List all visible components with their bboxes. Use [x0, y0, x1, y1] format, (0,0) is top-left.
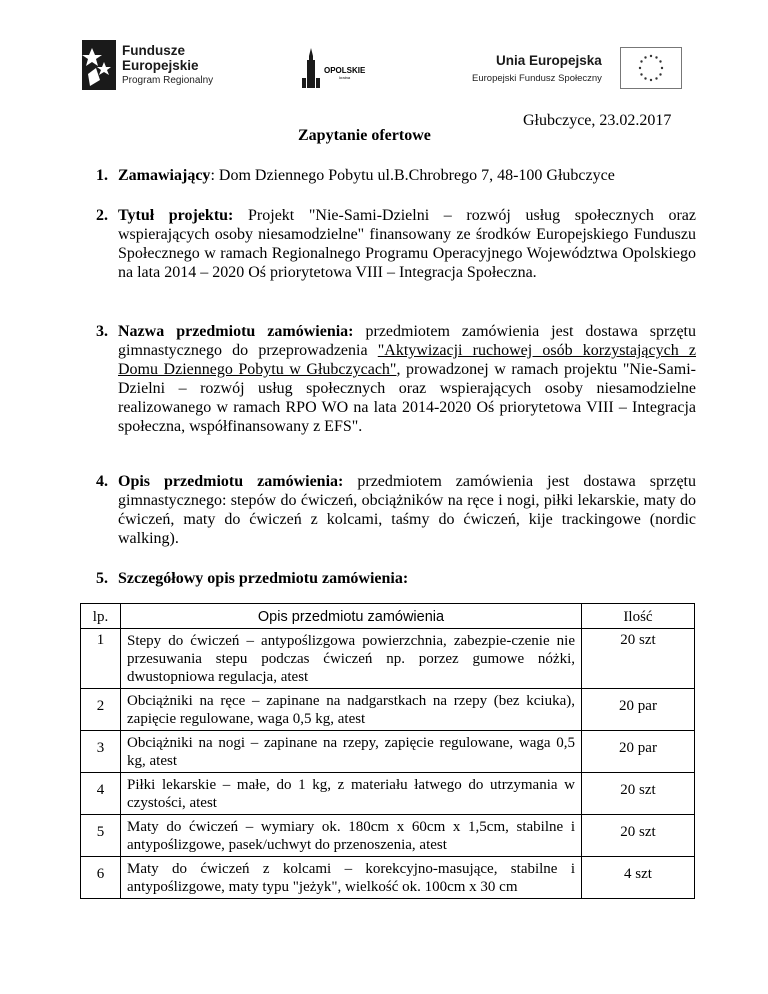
- section-order-name: [96, 322, 697, 436]
- table-row: [81, 773, 695, 815]
- ue-logo-subtitle: Europejski Fundusz Społeczny: [472, 72, 602, 84]
- section-label: Zamawiający: [118, 167, 211, 184]
- table-header-row: [81, 604, 695, 629]
- section-text: przedmiotem zamówienia jest dostawa sprzętu gimnastycznego do przeprowadzenia: [118, 323, 697, 359]
- row-quantity: 20 szt: [582, 773, 695, 815]
- section-number: 3.: [96, 323, 108, 340]
- table-row: [81, 689, 695, 731]
- opolskie-logo-name: OPOLSKIE: [324, 66, 366, 75]
- row-description: Maty do ćwiczeń – wymiary ok. 180cm x 60cm x 1,5cm, stabilne i antypoślizgowe, pasek/uchwyt do przenoszenia, atest: [121, 815, 582, 857]
- section-text: Projekt "Nie-Sami-Dzielni – rozwój usług społecznych oraz wspierających osoby niesamodzielne" finansowany ze środków Europejskiego Funduszu Społecznego w ramach Regionalnego Programu Operacyjnego Województwa Opolskiego na lata 2014 – 2020 Oś priorytetowa VIII – Integracja Społeczna.: [118, 207, 697, 281]
- section-label: Szczegółowy opis przedmiotu zamówienia:: [118, 570, 409, 587]
- row-number: 4: [81, 773, 121, 815]
- opolskie-logo: [300, 48, 365, 88]
- row-number: 5: [81, 815, 121, 857]
- row-number: 6: [81, 857, 121, 899]
- document-date: Głubczyce, 23.02.2017: [523, 112, 672, 129]
- section-detailed-description: [96, 569, 696, 588]
- table-row: [81, 815, 695, 857]
- fe-star-icon: [82, 40, 116, 90]
- section-text: : Dom Dziennego Pobytu ul.B.Chrobrego 7, 48-100 Głubczyce: [210, 167, 615, 184]
- underlined-activity-name: "Aktywizacji ruchowej osób korzystających z Domu Dziennego Pobytu w Głubczycach": [118, 342, 697, 378]
- row-quantity: 20 szt: [582, 815, 695, 857]
- row-description: Obciążniki na nogi – zapinane na rzepy, zapięcie regulowane, waga 0,5 kg, atest: [121, 731, 582, 773]
- section-number: 4.: [96, 473, 108, 490]
- table-row: [81, 629, 695, 689]
- section-project-title: [96, 206, 697, 282]
- section-label: Nazwa przedmiotu zamówienia:: [118, 323, 354, 340]
- ue-logo-title: Unia Europejska: [496, 52, 602, 68]
- fe-logo-line1: Fundusze: [122, 42, 185, 58]
- opolskie-logo-sub: kraina: [339, 75, 351, 80]
- row-quantity: 20 szt: [582, 629, 695, 689]
- row-description: Obciążniki na ręce – zapinane na nadgarstkach na rzepy (bez kciuka), zapięcie regulowane, waga 0,5 kg, atest: [121, 689, 582, 731]
- section-order-description: [96, 472, 696, 548]
- row-number: 2: [81, 689, 121, 731]
- row-quantity: 20 par: [582, 689, 695, 731]
- unia-europejska-logo: [462, 47, 682, 89]
- section-number: 1.: [96, 167, 108, 184]
- row-description: Maty do ćwiczeń z kolcami – korekcyjno-masujące, stabilne i antypoślizgowe, maty typu "jeżyk", wielkość ok. 100cm x 30 cm: [121, 857, 582, 899]
- header-lp: lp.: [81, 604, 121, 629]
- header-description: Opis przedmiotu zamówienia: [121, 604, 582, 629]
- row-quantity: 20 par: [582, 731, 695, 773]
- section-label: Tytuł projektu:: [118, 207, 234, 224]
- table-row: [81, 731, 695, 773]
- section-number: 2.: [96, 207, 108, 224]
- fe-logo-line2: Europejskie: [122, 57, 199, 73]
- row-description: Stepy do ćwiczeń – antypoślizgowa powierzchnia, zabezpie-czenie nie przesuwania stepu podczas ćwiczeń np. porzez gumowe nóżki, dwustopniowa regulacja, atest: [121, 629, 582, 689]
- document-title: Zapytanie ofertowe: [298, 127, 431, 144]
- row-number: 1: [81, 629, 121, 689]
- eu-flag-icon: [620, 47, 682, 89]
- items-table: [80, 603, 695, 899]
- tower-icon: [300, 48, 322, 88]
- fundusze-europejskie-logo: [82, 40, 213, 90]
- section-number: 5.: [96, 570, 108, 587]
- table-row: [81, 857, 695, 899]
- section-text: przedmiotem zamówienia jest dostawa sprzętu gimnastycznego: stepów do ćwiczeń, obciążników na ręce i nogi, piłki lekarskie, maty do ćwiczeń, maty do ćwiczeń z kolcami, taśmy do ćwiczeń, kije trackingowe (nordic walking).: [118, 473, 696, 547]
- section-ordering-party: [96, 166, 696, 185]
- fe-logo-line3: Program Regionalny: [122, 74, 214, 86]
- header-quantity: Ilość: [582, 604, 695, 629]
- section-text-continued: , prowadzonej w ramach projektu "Nie-Sami-Dzielni – rozwój usług społecznych oraz wspierających osoby niesamodzielne realizowanego w ramach RPO WO na lata 2014-2020 Oś priorytetowa VIII – Integracja społeczna, współfinansowany z EFS".: [118, 361, 697, 435]
- section-label: Opis przedmiotu zamówienia:: [118, 473, 344, 490]
- row-quantity: 4 szt: [582, 857, 695, 899]
- row-description: Piłki lekarskie – małe, do 1 kg, z materiału łatwego do utrzymania w czystości, atest: [121, 773, 582, 815]
- row-number: 3: [81, 731, 121, 773]
